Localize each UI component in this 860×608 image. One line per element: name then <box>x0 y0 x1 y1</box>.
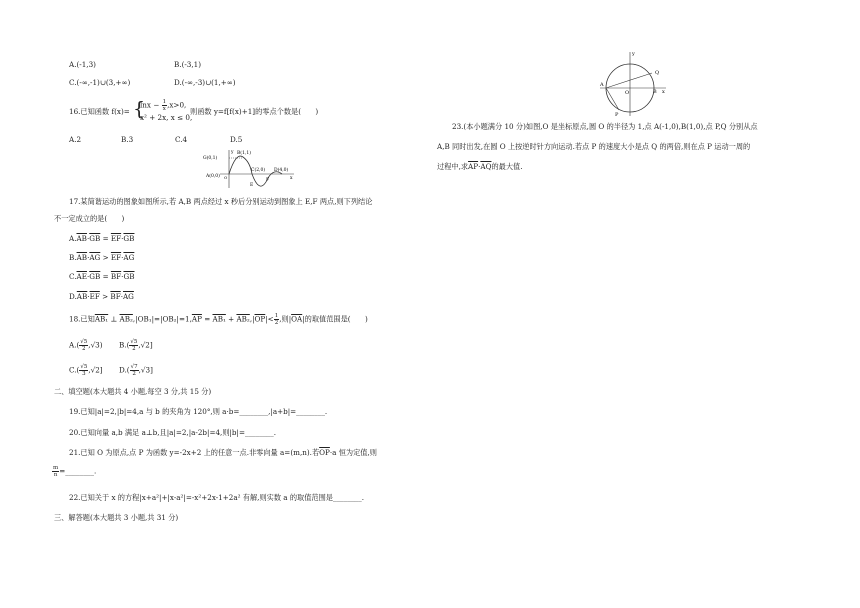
vector: $\overline{AP}$ <box>468 162 479 171</box>
q16-option-d: D.5 <box>230 135 243 144</box>
frac-den: x <box>162 106 166 112</box>
vector: $\overline{GB}$ <box>89 272 101 281</box>
label-e: E <box>250 183 254 188</box>
label-a: A <box>600 82 604 88</box>
text: ,| <box>249 314 255 324</box>
relation: > <box>99 292 111 301</box>
opt-label: A. <box>69 234 77 243</box>
frac-den: 2 <box>82 346 86 352</box>
text: B.( <box>119 340 130 350</box>
vector: AB₂ <box>236 314 250 324</box>
text: 的最大值. <box>491 162 523 171</box>
vector: $\overline{AP}$ <box>191 314 202 324</box>
q17-option-a <box>69 234 134 244</box>
vector: $\overline{GB}$ <box>123 272 135 281</box>
q23-line3 <box>437 162 523 172</box>
segment-ap <box>606 88 619 110</box>
q17-harmonic-graph <box>198 148 298 190</box>
text: 过程中,求 <box>437 162 469 171</box>
q16-suffix: 则函数 y=f[f(x)+1]的零点个数是( ) <box>190 107 319 116</box>
text: |< <box>265 314 274 324</box>
label-x: x <box>290 176 293 181</box>
vector: $\overline{EF}$ <box>89 292 100 301</box>
vector: $\overline{GB}$ <box>89 234 101 243</box>
text: ,√3] <box>138 365 153 375</box>
vector: $\overline{EF}$ <box>110 234 122 243</box>
vector: AB₂ <box>119 314 133 324</box>
label-o: O <box>224 175 228 180</box>
frac <box>79 339 88 352</box>
frac-num: √7 <box>130 364 138 370</box>
frac <box>79 364 88 377</box>
frac-den: n <box>53 472 58 478</box>
q15-option-a: A.(-1,3) <box>69 60 96 69</box>
frac-den: 2 <box>132 371 136 377</box>
frac-den: 2 <box>274 320 279 326</box>
q21-line2 <box>52 465 96 478</box>
text: ,√2] <box>88 365 103 375</box>
text: A.( <box>69 340 80 350</box>
label-b: B <box>653 89 657 95</box>
label-f: F <box>266 178 270 183</box>
text: D.( <box>119 365 130 375</box>
vector: $\overline{OP}$ <box>254 314 266 324</box>
q17-line1: 17.某简谐运动的图象如图所示,若 A,B 两点经过 x 秒后分别运动到图象上 E,F 两点,则下列结论 <box>69 197 373 206</box>
dot: · <box>87 292 90 301</box>
label-d: D(4,0) <box>274 168 289 173</box>
q17-option-d <box>69 292 134 302</box>
label-y: y <box>632 51 635 57</box>
text: C.( <box>69 365 80 375</box>
q16-case1 <box>140 99 186 112</box>
label-g: G(0,1) <box>203 156 218 161</box>
vector: $\overline{AG}$ <box>89 253 101 262</box>
dot: · <box>121 253 124 262</box>
text: ,√3) <box>88 340 103 350</box>
q15-option-b: B.(-3,1) <box>174 60 202 69</box>
dot: · <box>120 292 123 301</box>
frac-num: m <box>53 465 59 471</box>
dot: · <box>478 162 481 171</box>
label-b: B(1,1) <box>237 151 251 156</box>
piecewise-brace: { <box>133 98 146 120</box>
label-a: A(0,0) <box>206 174 220 179</box>
label-o: O <box>625 90 630 96</box>
q17-option-b <box>69 253 134 263</box>
q16-case1-cond: ,x>0, <box>167 100 187 110</box>
q20-line: 20.已知向量 a,b 满足 a⊥b,且|a|=2,|a-2b|=4,则|b|=________. <box>69 428 277 437</box>
q15-option-d: D.(-∞,-3)∪(1,+∞) <box>174 78 236 87</box>
q23-line2: A,B 同时出发,在圆 O 上按逆时针方向运动.若点 P 的速度大小是点 Q 的两倍,则在点 P 运动一周的 <box>437 142 751 151</box>
frac <box>130 364 139 377</box>
dot: · <box>121 234 124 243</box>
label-p: P <box>615 112 619 118</box>
frac-num: 1 <box>162 99 167 105</box>
vector: $\overline{AB}$ <box>76 253 88 262</box>
vector: $\overline{AG}$ <box>123 253 135 262</box>
q16-case2: x² + 2x, x ≤ 0, <box>140 113 193 122</box>
dot: · <box>121 272 124 281</box>
opt-label: C. <box>69 272 77 281</box>
text: 18.已知 <box>69 314 95 324</box>
q18-option-b <box>119 339 153 352</box>
frac-num: √5 <box>80 339 88 345</box>
text: 21.已知 O 为原点,点 P 为函数 y=-2x+2 上的任意一点.非零向量 a=(m,n).若 <box>69 448 320 457</box>
vector: $\overline{GB}$ <box>123 234 135 243</box>
q21-line1 <box>69 448 377 458</box>
opt-label: B. <box>69 253 77 262</box>
q16-prefix: 16.已知函数 f(x)= <box>69 107 130 116</box>
dot: · <box>86 272 90 281</box>
answer-blank: =________. <box>59 466 97 476</box>
q18-question <box>69 313 368 326</box>
q16-option-c: C.4 <box>175 135 188 144</box>
relation: = <box>100 272 111 281</box>
vector: $\overline{AE}$ <box>76 272 87 281</box>
frac-den: 2 <box>132 346 136 352</box>
text: ,|OB₁|=|OB₂|=1, <box>132 314 192 324</box>
segment-aq <box>606 73 652 88</box>
label-y: y <box>231 150 234 155</box>
q23-circle-figure <box>598 50 670 118</box>
q18-option-c <box>69 364 103 377</box>
q16-option-b: B.3 <box>121 135 134 144</box>
text: |的取值范围是( ) <box>302 314 368 324</box>
text: = <box>201 314 213 324</box>
text: ,则| <box>279 314 292 324</box>
q18-option-d <box>119 364 153 377</box>
text: ⊥ <box>108 314 120 324</box>
vector: AB₁ <box>212 314 226 324</box>
vector: AB₁ <box>94 314 109 324</box>
frac-den: 3 <box>82 371 86 377</box>
vector: $\overline{AB}$ <box>76 292 88 301</box>
q22-line: 22.已知关于 x 的方程|x+a²|+|x-a²|=-x²+2x-1+2a² 有解,则实数 a 的取值范围是________. <box>69 493 365 502</box>
q18-option-a <box>69 339 103 352</box>
opt-label: D. <box>69 292 77 301</box>
q15-option-c: C.(-∞,-1)∪(3,+∞) <box>69 78 131 87</box>
frac-num: 1 <box>274 313 279 319</box>
q16-option-a: A.2 <box>69 135 82 144</box>
frac-num: √5 <box>80 364 88 370</box>
dot: · <box>86 234 90 243</box>
label-c: C(2,0) <box>251 168 266 173</box>
vector: $\overline{AQ}$ <box>480 162 492 171</box>
section-answer-heading: 三、解答题(本大题共 3 小题,共 31 分) <box>54 513 179 522</box>
q23-line1: 23.(本小题满分 10 分)如图,O 是坐标原点,圆 O 的半径为 1,点 A(-1,0),B(1,0),点 P,Q 分别从点 <box>452 122 758 131</box>
q19-line: 19.已知|a|=2,|b|=4,a 与 b 的夹角为 120°,则 a·b=________,|a+b|=________. <box>69 407 328 416</box>
q16-case1-expr: lnx − <box>140 100 162 110</box>
vector: $\overline{EF}$ <box>110 253 122 262</box>
relation: = <box>100 234 111 243</box>
vector: $\overline{AG}$ <box>122 292 134 301</box>
text: + <box>225 314 237 324</box>
vector: $\overline{OA}$ <box>291 314 303 324</box>
frac-num: √5 <box>130 339 138 345</box>
vector: $\overline{BF}$ <box>110 272 122 281</box>
text: ·a 恒为定值,则 <box>329 448 377 457</box>
q17-line2: 不一定成立的是( ) <box>54 214 125 223</box>
label-x: x <box>662 89 665 95</box>
vector: $\overline{AB}$ <box>76 234 87 243</box>
vector: $\overline{BF}$ <box>110 292 121 301</box>
text: ,√2] <box>138 340 153 350</box>
relation: > <box>100 253 111 262</box>
section-fill-in-heading: 二、填空题(本大题共 4 小题,每空 3 分,共 15 分) <box>54 387 212 396</box>
dot: · <box>87 253 90 262</box>
vector: $\overline{OP}$ <box>319 448 330 457</box>
label-q: Q <box>655 70 660 76</box>
q17-option-c <box>69 272 135 282</box>
